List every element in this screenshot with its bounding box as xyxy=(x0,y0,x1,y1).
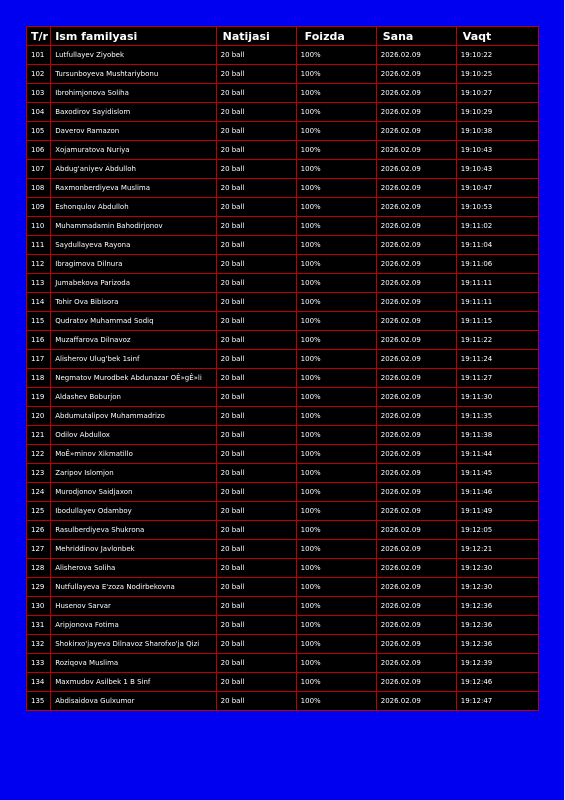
cell-number: 112 xyxy=(27,255,51,274)
table-row xyxy=(27,407,539,426)
cell-result: 20 ball xyxy=(216,521,296,540)
table-row xyxy=(27,540,539,559)
cell-date: 2026.02.09 xyxy=(376,274,456,293)
table-row xyxy=(27,122,539,141)
cell-result: 20 ball xyxy=(216,502,296,521)
cell-name: Husenov Sarvar xyxy=(51,597,216,616)
cell-time: 19:10:43 xyxy=(456,141,538,160)
table-row xyxy=(27,141,539,160)
table-row xyxy=(27,483,539,502)
cell-name: Maxmudov Asilbek 1 B Sinf xyxy=(51,673,216,692)
cell-number: 135 xyxy=(27,692,51,711)
cell-number: 113 xyxy=(27,274,51,293)
cell-date: 2026.02.09 xyxy=(376,388,456,407)
cell-number: 109 xyxy=(27,198,51,217)
cell-number: 107 xyxy=(27,160,51,179)
cell-percent: 100% xyxy=(296,464,376,483)
cell-name: Abdug'aniyev Abdulloh xyxy=(51,160,216,179)
results-table xyxy=(26,26,539,711)
table-row xyxy=(27,198,539,217)
table-row xyxy=(27,426,539,445)
cell-name: Ibodullayev Odamboy xyxy=(51,502,216,521)
cell-percent: 100% xyxy=(296,673,376,692)
cell-result: 20 ball xyxy=(216,122,296,141)
cell-name: Alisherov Ulug'bek 1sinf xyxy=(51,350,216,369)
cell-time: 19:11:35 xyxy=(456,407,538,426)
cell-name: MoÊ»minov Xikmatillo xyxy=(51,445,216,464)
cell-date: 2026.02.09 xyxy=(376,559,456,578)
cell-result: 20 ball xyxy=(216,141,296,160)
table-row xyxy=(27,84,539,103)
cell-name: Tohir Ova Bibisora xyxy=(51,293,216,312)
cell-time: 19:10:25 xyxy=(456,65,538,84)
table-row xyxy=(27,255,539,274)
cell-number: 118 xyxy=(27,369,51,388)
cell-name: Alisherova Soliha xyxy=(51,559,216,578)
cell-number: 114 xyxy=(27,293,51,312)
cell-name: Aldashev Boburjon xyxy=(51,388,216,407)
table-header-row xyxy=(27,27,539,46)
cell-date: 2026.02.09 xyxy=(376,312,456,331)
table-row xyxy=(27,635,539,654)
cell-name: Murodjonov Saidjaxon xyxy=(51,483,216,502)
cell-name: Lutfullayev Ziyobek xyxy=(51,46,216,65)
table-row xyxy=(27,559,539,578)
cell-time: 19:11:30 xyxy=(456,388,538,407)
cell-time: 19:10:38 xyxy=(456,122,538,141)
cell-time: 19:11:38 xyxy=(456,426,538,445)
cell-name: Rasulberdiyeva Shukrona xyxy=(51,521,216,540)
cell-result: 20 ball xyxy=(216,388,296,407)
cell-number: 105 xyxy=(27,122,51,141)
cell-number: 104 xyxy=(27,103,51,122)
table-row xyxy=(27,578,539,597)
cell-time: 19:10:53 xyxy=(456,198,538,217)
cell-percent: 100% xyxy=(296,312,376,331)
cell-date: 2026.02.09 xyxy=(376,483,456,502)
cell-number: 133 xyxy=(27,654,51,673)
table-row xyxy=(27,616,539,635)
table-row xyxy=(27,692,539,711)
column-header-number: T/r xyxy=(27,27,51,46)
cell-result: 20 ball xyxy=(216,160,296,179)
cell-time: 19:12:21 xyxy=(456,540,538,559)
cell-time: 19:10:47 xyxy=(456,179,538,198)
cell-time: 19:12:30 xyxy=(456,559,538,578)
cell-number: 122 xyxy=(27,445,51,464)
cell-name: Abdisaidova Gulxumor xyxy=(51,692,216,711)
cell-percent: 100% xyxy=(296,236,376,255)
cell-percent: 100% xyxy=(296,597,376,616)
cell-name: Mehriddinov Javlonbek xyxy=(51,540,216,559)
cell-name: Raxmonberdiyeva Muslima xyxy=(51,179,216,198)
table-row xyxy=(27,350,539,369)
table-row xyxy=(27,521,539,540)
column-header-name: Ism familyasi xyxy=(51,27,216,46)
cell-name: Ibragimova Dilnura xyxy=(51,255,216,274)
cell-time: 19:11:44 xyxy=(456,445,538,464)
cell-date: 2026.02.09 xyxy=(376,616,456,635)
cell-time: 19:11:15 xyxy=(456,312,538,331)
column-header-percent: Foizda xyxy=(296,27,376,46)
cell-percent: 100% xyxy=(296,521,376,540)
cell-date: 2026.02.09 xyxy=(376,65,456,84)
cell-percent: 100% xyxy=(296,426,376,445)
cell-number: 134 xyxy=(27,673,51,692)
column-header-time: Vaqt xyxy=(456,27,538,46)
cell-name: Nutfullayeva E'zoza Nodirbekovna xyxy=(51,578,216,597)
cell-date: 2026.02.09 xyxy=(376,426,456,445)
cell-name: Qudratov Muhammad Sodiq xyxy=(51,312,216,331)
cell-name: Muzaffarova Dilnavoz xyxy=(51,331,216,350)
table-row xyxy=(27,673,539,692)
cell-result: 20 ball xyxy=(216,274,296,293)
cell-percent: 100% xyxy=(296,502,376,521)
table-row xyxy=(27,46,539,65)
cell-percent: 100% xyxy=(296,103,376,122)
table-body xyxy=(27,46,539,711)
cell-percent: 100% xyxy=(296,559,376,578)
cell-percent: 100% xyxy=(296,616,376,635)
cell-result: 20 ball xyxy=(216,540,296,559)
cell-result: 20 ball xyxy=(216,559,296,578)
cell-name: Odilov Abdullox xyxy=(51,426,216,445)
cell-date: 2026.02.09 xyxy=(376,350,456,369)
cell-name: Negmatov Murodbek Abdunazar OÊ»gÊ»li xyxy=(51,369,216,388)
cell-name: Eshonqulov Abdulloh xyxy=(51,198,216,217)
cell-number: 116 xyxy=(27,331,51,350)
cell-percent: 100% xyxy=(296,388,376,407)
cell-result: 20 ball xyxy=(216,331,296,350)
table-row xyxy=(27,179,539,198)
cell-number: 129 xyxy=(27,578,51,597)
cell-date: 2026.02.09 xyxy=(376,445,456,464)
cell-time: 19:10:22 xyxy=(456,46,538,65)
cell-percent: 100% xyxy=(296,293,376,312)
cell-number: 111 xyxy=(27,236,51,255)
cell-time: 19:11:24 xyxy=(456,350,538,369)
cell-date: 2026.02.09 xyxy=(376,540,456,559)
cell-date: 2026.02.09 xyxy=(376,217,456,236)
cell-result: 20 ball xyxy=(216,483,296,502)
cell-date: 2026.02.09 xyxy=(376,236,456,255)
cell-date: 2026.02.09 xyxy=(376,160,456,179)
cell-name: Muhammadamin Bahodirjonov xyxy=(51,217,216,236)
cell-number: 127 xyxy=(27,540,51,559)
cell-percent: 100% xyxy=(296,122,376,141)
cell-number: 130 xyxy=(27,597,51,616)
cell-percent: 100% xyxy=(296,84,376,103)
cell-time: 19:10:43 xyxy=(456,160,538,179)
cell-result: 20 ball xyxy=(216,350,296,369)
table-row xyxy=(27,274,539,293)
cell-name: Roziqova Muslima xyxy=(51,654,216,673)
cell-date: 2026.02.09 xyxy=(376,369,456,388)
cell-time: 19:12:36 xyxy=(456,597,538,616)
cell-date: 2026.02.09 xyxy=(376,141,456,160)
cell-number: 126 xyxy=(27,521,51,540)
table-row xyxy=(27,312,539,331)
cell-date: 2026.02.09 xyxy=(376,331,456,350)
cell-result: 20 ball xyxy=(216,445,296,464)
cell-date: 2026.02.09 xyxy=(376,293,456,312)
cell-percent: 100% xyxy=(296,141,376,160)
cell-percent: 100% xyxy=(296,635,376,654)
cell-percent: 100% xyxy=(296,540,376,559)
cell-name: Tursunboyeva Mushtariybonu xyxy=(51,65,216,84)
table-row xyxy=(27,597,539,616)
cell-time: 19:11:11 xyxy=(456,274,538,293)
cell-number: 108 xyxy=(27,179,51,198)
cell-result: 20 ball xyxy=(216,426,296,445)
table-row xyxy=(27,103,539,122)
cell-time: 19:12:39 xyxy=(456,654,538,673)
cell-number: 106 xyxy=(27,141,51,160)
cell-result: 20 ball xyxy=(216,616,296,635)
cell-time: 19:11:49 xyxy=(456,502,538,521)
cell-time: 19:12:47 xyxy=(456,692,538,711)
cell-number: 120 xyxy=(27,407,51,426)
cell-date: 2026.02.09 xyxy=(376,578,456,597)
cell-time: 19:12:46 xyxy=(456,673,538,692)
cell-time: 19:11:46 xyxy=(456,483,538,502)
cell-percent: 100% xyxy=(296,369,376,388)
cell-result: 20 ball xyxy=(216,46,296,65)
cell-date: 2026.02.09 xyxy=(376,597,456,616)
cell-result: 20 ball xyxy=(216,255,296,274)
cell-number: 110 xyxy=(27,217,51,236)
column-header-result: Natijasi xyxy=(216,27,296,46)
cell-name: Xojamuratova Nuriya xyxy=(51,141,216,160)
cell-date: 2026.02.09 xyxy=(376,502,456,521)
cell-result: 20 ball xyxy=(216,65,296,84)
cell-percent: 100% xyxy=(296,331,376,350)
cell-date: 2026.02.09 xyxy=(376,692,456,711)
cell-result: 20 ball xyxy=(216,692,296,711)
cell-percent: 100% xyxy=(296,217,376,236)
table-row xyxy=(27,217,539,236)
cell-result: 20 ball xyxy=(216,578,296,597)
cell-number: 117 xyxy=(27,350,51,369)
table-row xyxy=(27,331,539,350)
cell-time: 19:12:36 xyxy=(456,616,538,635)
cell-result: 20 ball xyxy=(216,407,296,426)
cell-percent: 100% xyxy=(296,46,376,65)
cell-percent: 100% xyxy=(296,407,376,426)
cell-name: Abdumutalipov Muhammadrizo xyxy=(51,407,216,426)
cell-name: Baxodirov Sayidislom xyxy=(51,103,216,122)
cell-percent: 100% xyxy=(296,483,376,502)
cell-result: 20 ball xyxy=(216,369,296,388)
table-row xyxy=(27,236,539,255)
cell-time: 19:12:05 xyxy=(456,521,538,540)
cell-date: 2026.02.09 xyxy=(376,103,456,122)
cell-time: 19:10:29 xyxy=(456,103,538,122)
cell-number: 121 xyxy=(27,426,51,445)
cell-percent: 100% xyxy=(296,198,376,217)
cell-number: 119 xyxy=(27,388,51,407)
cell-date: 2026.02.09 xyxy=(376,407,456,426)
cell-percent: 100% xyxy=(296,578,376,597)
cell-percent: 100% xyxy=(296,65,376,84)
cell-percent: 100% xyxy=(296,654,376,673)
cell-date: 2026.02.09 xyxy=(376,673,456,692)
cell-number: 132 xyxy=(27,635,51,654)
table-row xyxy=(27,65,539,84)
cell-date: 2026.02.09 xyxy=(376,255,456,274)
cell-result: 20 ball xyxy=(216,464,296,483)
cell-name: Saydullayeva Rayona xyxy=(51,236,216,255)
table-row xyxy=(27,445,539,464)
table-row xyxy=(27,160,539,179)
cell-percent: 100% xyxy=(296,350,376,369)
cell-result: 20 ball xyxy=(216,654,296,673)
cell-name: Jumabekova Parizoda xyxy=(51,274,216,293)
table-row xyxy=(27,369,539,388)
cell-result: 20 ball xyxy=(216,103,296,122)
cell-number: 124 xyxy=(27,483,51,502)
cell-name: Zaripov Islomjon xyxy=(51,464,216,483)
cell-result: 20 ball xyxy=(216,312,296,331)
cell-percent: 100% xyxy=(296,692,376,711)
cell-time: 19:11:22 xyxy=(456,331,538,350)
cell-percent: 100% xyxy=(296,160,376,179)
cell-result: 20 ball xyxy=(216,198,296,217)
cell-result: 20 ball xyxy=(216,236,296,255)
cell-time: 19:12:30 xyxy=(456,578,538,597)
cell-number: 115 xyxy=(27,312,51,331)
cell-time: 19:11:11 xyxy=(456,293,538,312)
cell-date: 2026.02.09 xyxy=(376,122,456,141)
cell-number: 128 xyxy=(27,559,51,578)
cell-percent: 100% xyxy=(296,274,376,293)
cell-number: 101 xyxy=(27,46,51,65)
cell-number: 125 xyxy=(27,502,51,521)
cell-result: 20 ball xyxy=(216,635,296,654)
table-row xyxy=(27,464,539,483)
cell-number: 102 xyxy=(27,65,51,84)
cell-date: 2026.02.09 xyxy=(376,179,456,198)
cell-date: 2026.02.09 xyxy=(376,464,456,483)
cell-time: 19:11:06 xyxy=(456,255,538,274)
cell-time: 19:11:02 xyxy=(456,217,538,236)
cell-date: 2026.02.09 xyxy=(376,84,456,103)
cell-result: 20 ball xyxy=(216,84,296,103)
cell-time: 19:10:27 xyxy=(456,84,538,103)
cell-result: 20 ball xyxy=(216,179,296,198)
cell-percent: 100% xyxy=(296,255,376,274)
table-row xyxy=(27,293,539,312)
cell-number: 103 xyxy=(27,84,51,103)
cell-name: Shokirxo'jayeva Dilnavoz Sharofxo'ja Qizi xyxy=(51,635,216,654)
cell-result: 20 ball xyxy=(216,217,296,236)
cell-result: 20 ball xyxy=(216,293,296,312)
table-row xyxy=(27,654,539,673)
cell-name: Ibrohimjonova Soliha xyxy=(51,84,216,103)
cell-date: 2026.02.09 xyxy=(376,46,456,65)
cell-date: 2026.02.09 xyxy=(376,654,456,673)
cell-number: 131 xyxy=(27,616,51,635)
cell-name: Daverov Ramazon xyxy=(51,122,216,141)
cell-time: 19:11:45 xyxy=(456,464,538,483)
table-row xyxy=(27,388,539,407)
cell-number: 123 xyxy=(27,464,51,483)
cell-date: 2026.02.09 xyxy=(376,198,456,217)
cell-date: 2026.02.09 xyxy=(376,521,456,540)
cell-percent: 100% xyxy=(296,445,376,464)
cell-time: 19:11:27 xyxy=(456,369,538,388)
cell-result: 20 ball xyxy=(216,673,296,692)
cell-time: 19:11:04 xyxy=(456,236,538,255)
column-header-date: Sana xyxy=(376,27,456,46)
cell-name: Aripjonova Fotima xyxy=(51,616,216,635)
table-row xyxy=(27,502,539,521)
cell-result: 20 ball xyxy=(216,597,296,616)
cell-date: 2026.02.09 xyxy=(376,635,456,654)
cell-time: 19:12:36 xyxy=(456,635,538,654)
cell-percent: 100% xyxy=(296,179,376,198)
